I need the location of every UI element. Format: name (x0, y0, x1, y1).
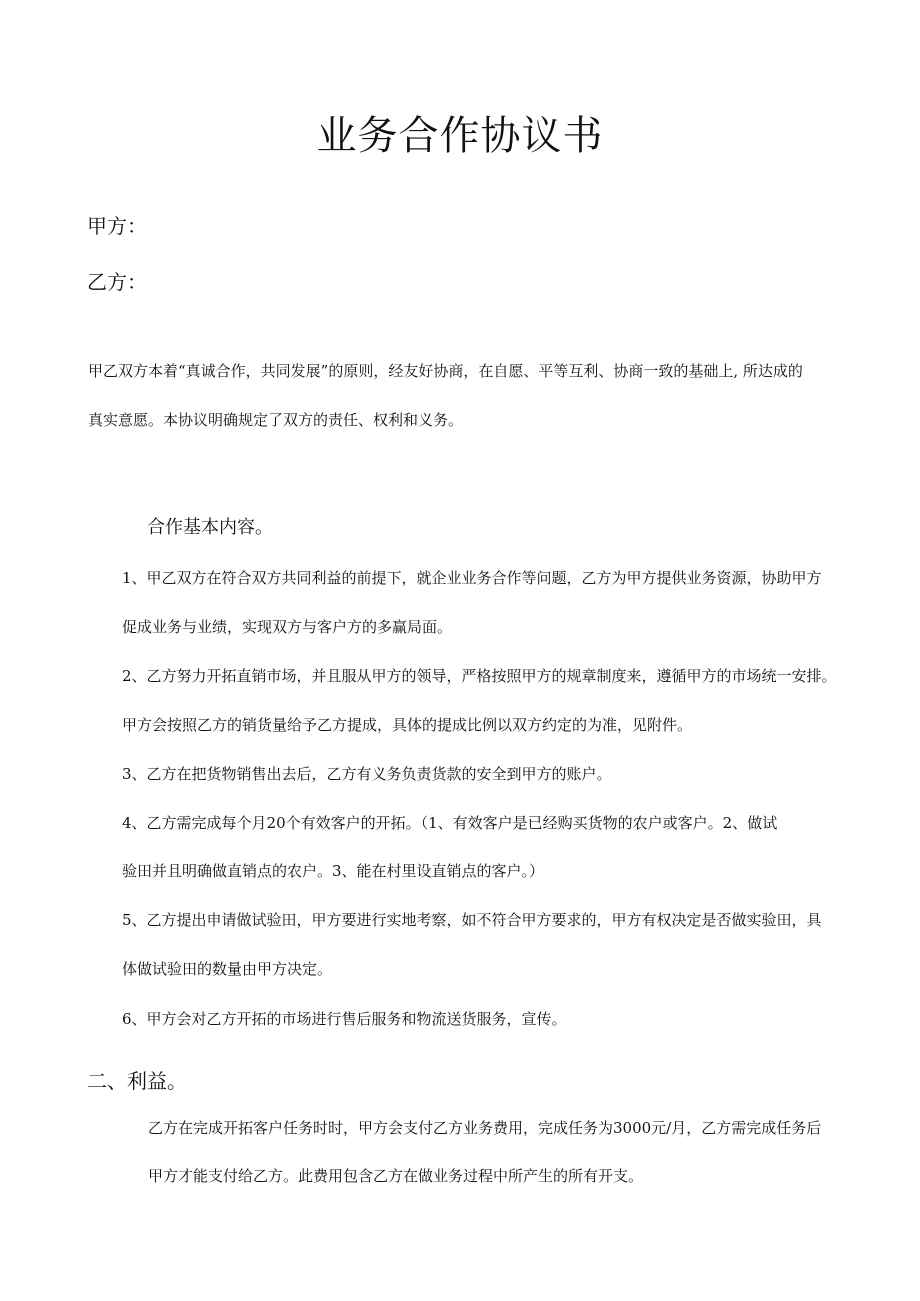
party-a-label: 甲方： (87, 214, 147, 238)
section-heading: 合作基本内容。 (147, 517, 273, 538)
intro-line: 真实意愿。本协议明确规定了双方的责任、权利和义务。 (88, 411, 464, 429)
benefit-line: 甲方才能支付给乙方。此费用包含乙方在做业务过程中所产生的所有开支。 (148, 1167, 644, 1185)
intro-line: 甲乙双方本着“真诚合作，共同发展”的原则，经友好协商，在自愿、平等互利、协商一致的基础上, 所达成的 (88, 362, 803, 380)
clause-line: 1、甲乙双方在符合双方共同利益的前提下，就企业业务合作等问题，乙方为甲方提供业务资源，协助甲方 (122, 569, 822, 587)
clause-line: 3、乙方在把货物销售出去后，乙方有义务负责货款的安全到甲方的账户。 (122, 765, 612, 783)
clause-line: 甲方会按照乙方的销货量给予乙方提成，具体的提成比例以双方约定的为准，见附件。 (122, 716, 693, 734)
clause-line: 促成业务与业绩，实现双方与客户方的多赢局面。 (122, 618, 453, 636)
clause-line: 5、乙方提出申请做试验田，甲方要进行实地考察，如不符合甲方要求的，甲方有权决定是否做实验田，具 (122, 911, 822, 929)
clause-line: 验田并且明确做直销点的农户。3、能在村里设直销点的客户。） (122, 862, 545, 880)
clause-line: 4、乙方需完成每个月20个有效客户的开拓。（1、有效客户是已经购买货物的农户或客户。2、做试 (122, 814, 778, 832)
party-b-label: 乙方： (87, 270, 147, 294)
clause-line: 6、甲方会对乙方开拓的市场进行售后服务和物流送货服务，宣传。 (122, 1010, 567, 1028)
clause-line: 体做试验田的数量由甲方决定。 (122, 960, 333, 978)
document-title: 业务合作协议书 (316, 113, 604, 159)
benefit-line: 乙方在完成开拓客户任务时时，甲方会支付乙方业务费用，完成任务为3000元/月，乙方需完成任务后 (148, 1119, 822, 1137)
section-heading: 二、利益。 (87, 1069, 187, 1093)
clause-line: 2、乙方努力开拓直销市场，并且服从甲方的领导，严格按照甲方的规章制度来，遵循甲方的市场统一安排。 (122, 667, 837, 685)
